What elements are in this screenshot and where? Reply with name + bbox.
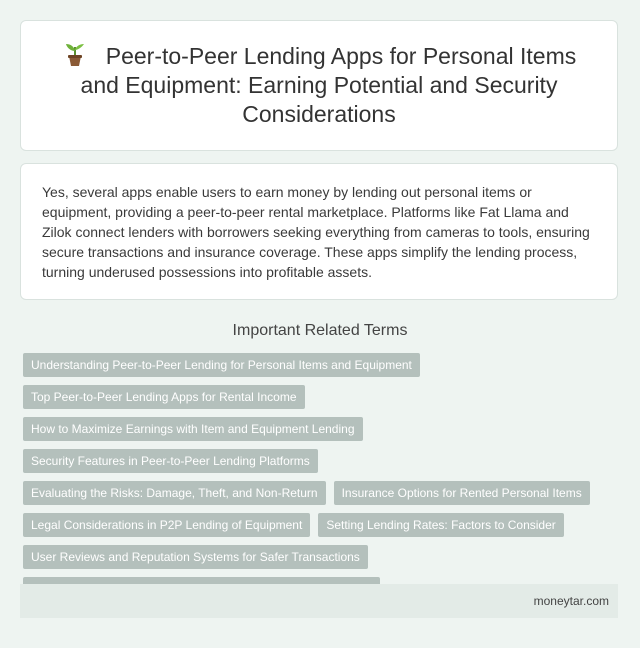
footer-site-name[interactable]: moneytar.com	[533, 594, 609, 608]
related-term-tag[interactable]: Legal Considerations in P2P Lending of Equipment	[23, 513, 310, 537]
related-term-tag[interactable]: Insurance Options for Rented Personal Items	[334, 481, 590, 505]
related-term-tag[interactable]: Understanding Peer-to-Peer Lending for Personal Items and Equipment	[23, 353, 420, 377]
related-terms-heading: Important Related Terms	[232, 322, 408, 339]
related-term-tag[interactable]: Security Features in Peer-to-Peer Lending Platforms	[23, 449, 318, 473]
related-term-tag[interactable]: Setting Lending Rates: Factors to Consider	[318, 513, 563, 537]
related-term-tag[interactable]: Evaluating the Risks: Damage, Theft, and Non-Return	[23, 481, 326, 505]
related-terms-list	[23, 353, 623, 601]
related-term-tag[interactable]: User Reviews and Reputation Systems for Safer Transactions	[23, 545, 368, 569]
footer	[20, 584, 618, 618]
related-term-tag[interactable]: How to Maximize Earnings with Item and Equipment Lending	[23, 417, 363, 441]
sprout-icon	[62, 42, 88, 68]
page-title	[61, 42, 577, 129]
summary-card	[20, 163, 618, 300]
summary-text: Yes, several apps enable users to earn money by lending out personal items or equipment, providing a peer-to-peer rental marketplace. Platforms like Fat Llama and Zilok connect lenders with borrowers seeking everything from cameras to tools, ensuring secure transactions and insurance coverage. These apps simplify the lending process, turning underused possessions into profitable assets.	[42, 184, 590, 280]
related-term-tag[interactable]: Top Peer-to-Peer Lending Apps for Rental Income	[23, 385, 305, 409]
title-card	[20, 20, 618, 151]
page-title-text: Peer-to-Peer Lending Apps for Personal Items and Equipment: Earning Potential and Security Considerations	[80, 43, 577, 127]
